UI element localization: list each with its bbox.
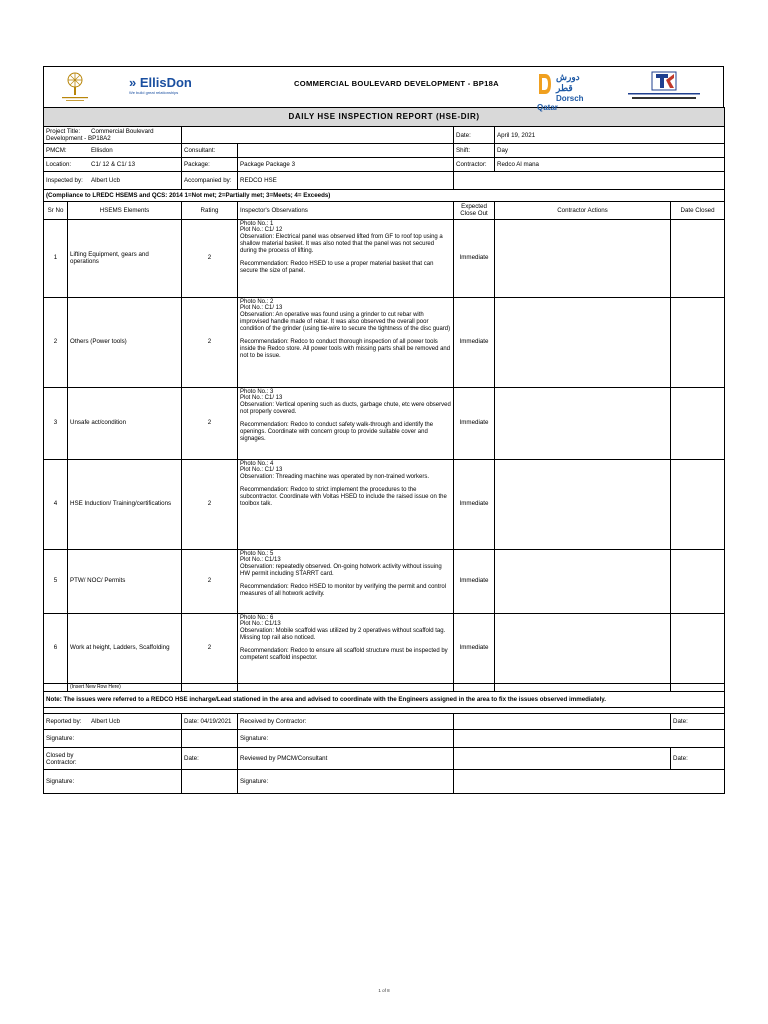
row-contractor-action [495, 387, 671, 459]
reported-by-row [44, 714, 182, 730]
recommendation-text: Recommendation: Redco to conduct thorough inspection of all power tools inside the Redco store. All power tools with missing parts shall be removed and not to be issue. [240, 338, 451, 359]
dorsch-mark-icon [537, 72, 553, 96]
row-rating: 2 [182, 549, 238, 613]
signature-value [454, 770, 725, 794]
row-element: Unsafe act/condition [68, 387, 182, 459]
row-date-closed [671, 297, 725, 387]
observation-text: Photo No.: 6 Plot No.: C1/13 Observation: Mobile scaffold was utilized by 2 operatives without scaffold tag. Missing top rail also noticed. [240, 614, 446, 642]
row-rating: 2 [182, 219, 238, 297]
table-row [44, 549, 725, 613]
row-close-out: Immediate [454, 459, 495, 549]
recommendation-text: Recommendation: Redco to strict implement the procedures to the subcontractor. Coordinate with Voltas HSED to include the raised issue on the toolbox talk. [240, 487, 447, 507]
inspected-by-label: Inspected by: [46, 177, 83, 185]
observation-text: Photo No.: 1 Plot No.: C1/ 12 Observation: Electrical panel was observed lifted from GF to roof top using a shallow material basket. It was also noted that the panel was not secured during the process of lifting. [240, 220, 443, 255]
ellisdon-logo [129, 75, 192, 95]
palm-tree-logo-icon [58, 70, 92, 103]
received-by-value [454, 714, 671, 730]
dorsch-arabic-name: دورش قطر [556, 72, 580, 93]
reviewed-by-label: Reviewed by PMCM/Consultant [238, 748, 454, 770]
location-value: C1/ 12 & C1/ 13 [91, 161, 136, 169]
report-table [43, 107, 725, 794]
row-date-closed [671, 219, 725, 297]
reviewed-date-label: Date: [671, 748, 725, 770]
contractor-label: Contractor: [454, 158, 495, 172]
row-rating: 2 [182, 613, 238, 683]
reported-by-label: Reported by: [46, 718, 82, 726]
redco-logo-icon [624, 70, 704, 104]
row-sr: 4 [44, 459, 68, 549]
signature-value [454, 730, 725, 748]
recommendation-text: Recommendation: Redco HSED to monitor by verifying the permit and control measures of all hotwork activity. [240, 584, 447, 597]
row-sr: 3 [44, 387, 68, 459]
signature-row [44, 770, 182, 794]
row-date-closed [671, 387, 725, 459]
col-date-closed: Date Closed [671, 202, 725, 219]
project-title-label: Project Title: [46, 128, 81, 135]
blank-cell [182, 127, 454, 144]
row-sr: 5 [44, 549, 68, 613]
package-value: Package Package 3 [238, 158, 454, 172]
row-sr: 6 [44, 613, 68, 683]
package-label: Package: [182, 158, 238, 172]
observation-text: Photo No.: 2 Plot No.: C1/ 13 Observation: An operative was found using a grinder to cut rebar with improvised handle made of rebar. It was also observed the overall poor condition of the grinder (using tie-wire to secure the tightness of the disc guard) [240, 298, 451, 333]
row-contractor-action [495, 459, 671, 549]
pmcm-label: PMCM: [46, 147, 67, 155]
compliance-note: (Compliance to LREDC HSEMS and QCS: 2014 1=Not met; 2=Partially met; 3=Meets; 4= Exceeds) [44, 190, 725, 202]
blank-cell [44, 683, 68, 692]
row-date-closed [671, 549, 725, 613]
signature-label: Signature: [46, 778, 75, 786]
row-observation [238, 613, 454, 683]
table-row [44, 387, 725, 459]
observation-text: Photo No.: 3 Plot No.: C1/ 13 Observation: Vertical opening such as ducts, garbage chute, etc were observed not properly covered. [240, 388, 451, 416]
recommendation-text: Recommendation: Redco HSED to use a proper material basket that can secure the size of panel. [240, 260, 434, 274]
inspected-by-value: Albert Ucb [91, 177, 120, 185]
date-label: Date: [454, 127, 495, 144]
logo-header [43, 66, 724, 112]
pmcm-value: Ellisdon [91, 147, 113, 155]
report-date: Date: 04/19/2021 [182, 714, 238, 730]
consultant-label: Consultant: [182, 144, 238, 158]
row-contractor-action [495, 549, 671, 613]
row-contractor-action [495, 297, 671, 387]
table-row [44, 297, 725, 387]
table-row [44, 613, 725, 683]
reviewed-by-value [454, 748, 671, 770]
ellisdon-mark-icon: » [129, 75, 137, 90]
col-sr-no: Sr No [44, 202, 68, 219]
received-by-label: Received by Contractor: [238, 714, 454, 730]
report-title: DAILY HSE INSPECTION REPORT (HSE-DIR) [44, 108, 725, 127]
contractor-value: Redco Al mana [495, 158, 725, 172]
ellisdon-name: EllisDon [139, 75, 192, 90]
blank-cell [495, 683, 671, 692]
signature-label: Signature: [238, 770, 454, 794]
row-close-out: Immediate [454, 297, 495, 387]
signature-row [44, 730, 182, 748]
row-sr: 2 [44, 297, 68, 387]
row-observation [238, 459, 454, 549]
blank-cell [454, 172, 725, 190]
col-rating: Rating [182, 202, 238, 219]
row-element: Lifting Equipment, gears and operations [68, 219, 182, 297]
blank-cell [182, 683, 238, 692]
project-title-row [44, 127, 182, 144]
closed-date-label: Date: [182, 748, 238, 770]
signature-label: Signature: [238, 730, 454, 748]
blank-cell [671, 683, 725, 692]
location-label: Location: [46, 161, 72, 169]
col-observations: Inspector's Observations [238, 202, 454, 219]
row-date-closed [671, 613, 725, 683]
blank-cell [238, 683, 454, 692]
accompanied-by-label: Accompanied by: [182, 172, 238, 190]
blank-cell [182, 770, 238, 794]
closed-by-label: Closed by Contractor: [46, 751, 77, 766]
insert-row-note: (Insert New Row Here) [68, 683, 182, 692]
shift-label: Shift: [454, 144, 495, 158]
row-observation [238, 549, 454, 613]
row-contractor-action [495, 219, 671, 297]
blank-cell [182, 730, 238, 748]
row-observation [238, 297, 454, 387]
row-element: PTW/ NOC/ Permits [68, 549, 182, 613]
row-sr: 1 [44, 219, 68, 297]
row-element: Work at height, Ladders, Scaffolding [68, 613, 182, 683]
accompanied-by-value: REDCO HSE [238, 172, 454, 190]
row-close-out: Immediate [454, 549, 495, 613]
col-elements: HSEMS Elements [68, 202, 182, 219]
reported-by-value: Albert Ucb [91, 718, 120, 726]
closed-by-row [44, 748, 182, 770]
ellisdon-tagline: We build great relationships [129, 90, 179, 95]
note-text: Note: The issues were referred to a REDCO HSE incharge/Lead stationed in the area and advised to coordinate with the Engineers assigned in the area to fix the issues observed immediately. [44, 692, 725, 708]
table-row [44, 459, 725, 549]
page-number: 1 of 8 [378, 988, 390, 993]
received-date-label: Date: [671, 714, 725, 730]
recommendation-text: Recommendation: Redco to ensure all scaffold structure must be inspected by competent scaffold inspector. [240, 648, 448, 661]
pmcm-row [44, 144, 182, 158]
recommendation-text: Recommendation: Redco to conduct safety walk-through and identify the openings. Coordinate with concern group to provide suitable cover and signages. [240, 422, 434, 442]
row-element: Others (Power tools) [68, 297, 182, 387]
row-element: HSE Induction/ Training/certifications [68, 459, 182, 549]
project-heading: COMMERCIAL BOULEVARD DEVELOPMENT - BP18A [294, 79, 499, 88]
project-title-value: Commercial Boulevard Development - BP18A2 [46, 128, 154, 143]
inspected-by-row [44, 172, 182, 190]
report-page [43, 66, 724, 794]
row-observation [238, 387, 454, 459]
row-rating: 2 [182, 297, 238, 387]
observation-text: Photo No.: 4 Plot No.: C1/ 13 Observation: Threading machine was operated by non-trained workers. [240, 460, 429, 481]
row-close-out: Immediate [454, 387, 495, 459]
date-value: April 19, 2021 [495, 127, 725, 144]
row-observation [238, 219, 454, 297]
dorsch-name: Dorsch Qatar [537, 94, 584, 112]
row-rating: 2 [182, 387, 238, 459]
signature-label: Signature: [46, 735, 75, 743]
col-close-out: Expected Close Out [454, 202, 495, 219]
table-row [44, 219, 725, 297]
row-rating: 2 [182, 459, 238, 549]
row-date-closed [671, 459, 725, 549]
shift-value: Day [495, 144, 725, 158]
observation-text: Photo No.: 5 Plot No.: C1/13 Observation: repeatedly observed. On-going hotwork activity without issuing HW permit including STARRT card. [240, 550, 442, 578]
consultant-value [238, 144, 454, 158]
row-close-out: Immediate [454, 613, 495, 683]
location-row [44, 158, 182, 172]
dorsch-qatar-logo [537, 72, 588, 112]
row-close-out: Immediate [454, 219, 495, 297]
blank-cell [454, 683, 495, 692]
col-contractor-actions: Contractor Actions [495, 202, 671, 219]
row-contractor-action [495, 613, 671, 683]
